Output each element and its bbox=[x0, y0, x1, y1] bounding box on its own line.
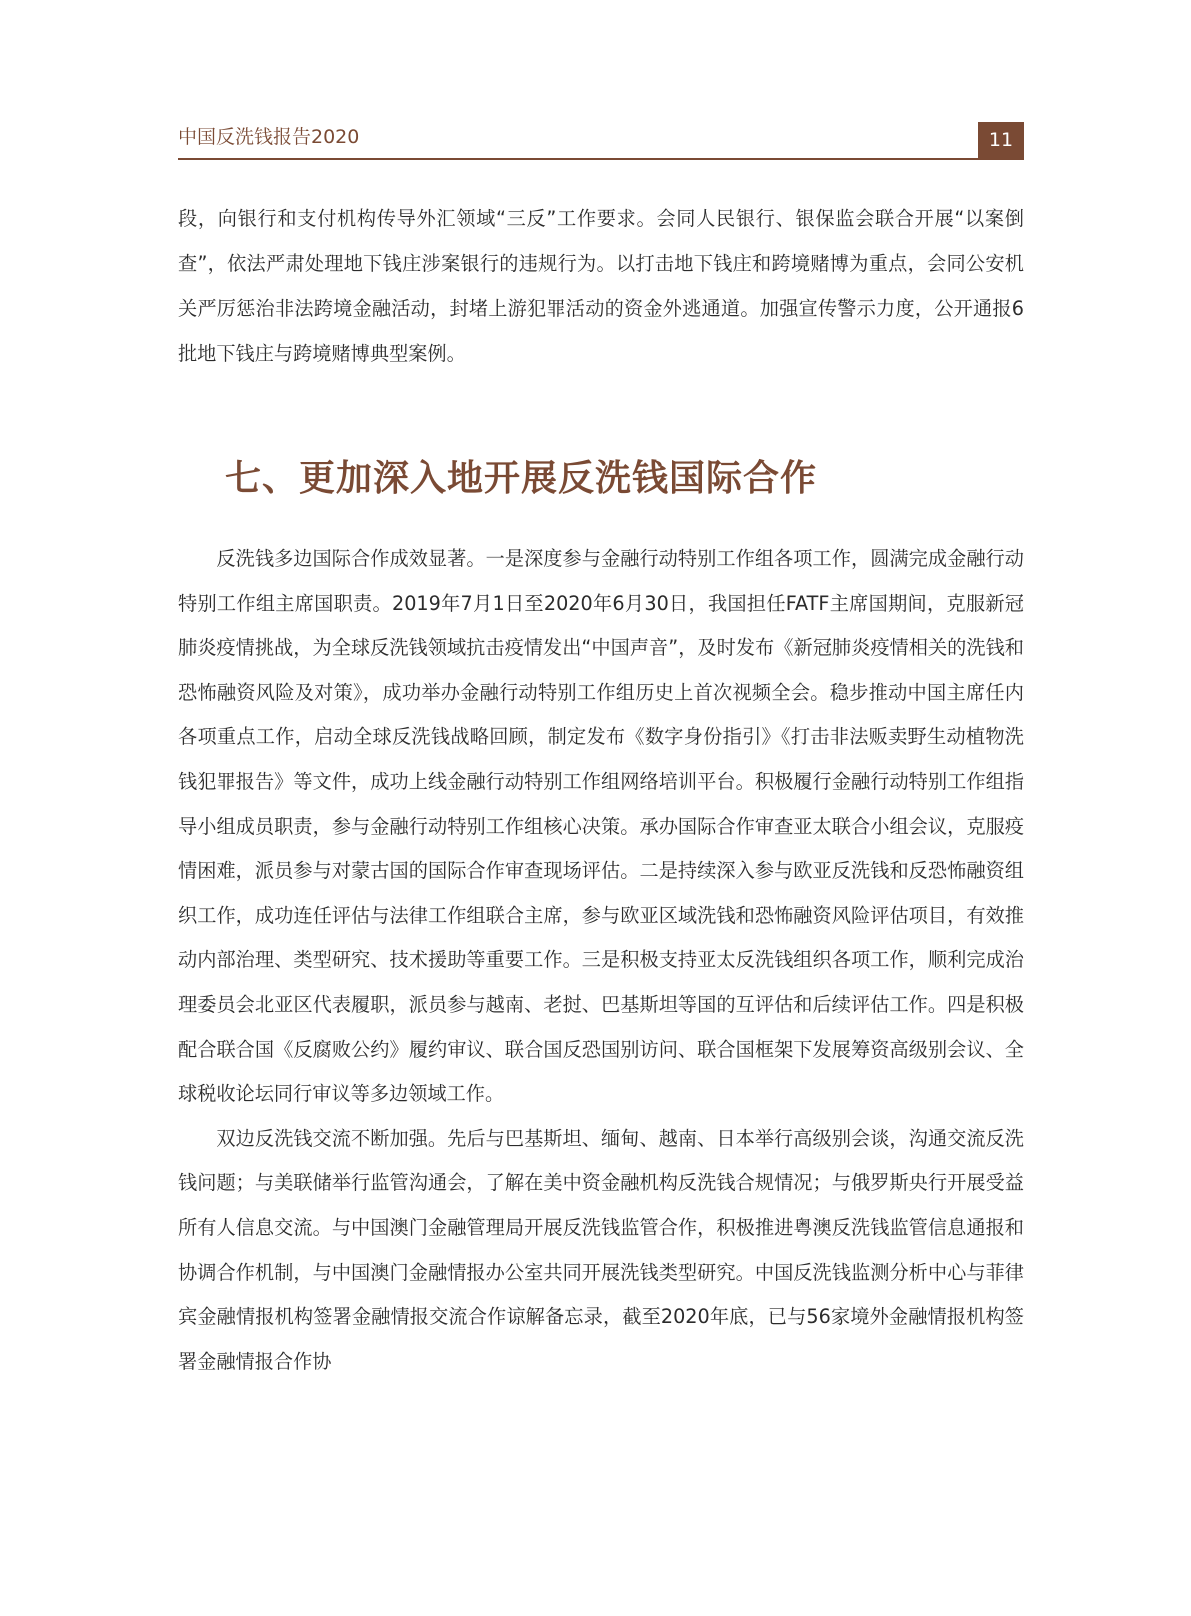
page-number: 11 bbox=[978, 122, 1024, 158]
running-title: 中国反洗钱报告2020 bbox=[178, 126, 360, 148]
page-header bbox=[178, 122, 1024, 160]
continued-paragraph: 段，向银行和支付机构传导外汇领域“三反”工作要求。会同人民银行、银保监会联合开展“以案倒查”，依法严肃处理地下钱庄涉案银行的违规行为。以打击地下钱庄和跨境赌博为重点，会同公安机关严厉惩治非法跨境金融活动，封堵上游犯罪活动的资金外逃通道。加强宣传警示力度，公开通报6批地下钱庄与跨境赌博典型案例。 bbox=[178, 207, 1024, 365]
paragraph-multilateral: 反洗钱多边国际合作成效显著。一是深度参与金融行动特别工作组各项工作，圆满完成金融行动特别工作组主席国职责。2019年7月1日至2020年6月30日，我国担任FATF主席国期间，克服新冠肺炎疫情挑战，为全球反洗钱领域抗击疫情发出“中国声音”，及时发布《新冠肺炎疫情相关的洗钱和恐怖融资风险及对策》，成功举办金融行动特别工作组历史上首次视频全会。稳步推动中国主席任内各项重点工作，启动全球反洗钱战略回顾，制定发布《数字身份指引》《打击非法贩卖野生动植物洗钱犯罪报告》等文件，成功上线金融行动特别工作组网络培训平台。积极履行金融行动特别工作组指导小组成员职责，参与金融行动特别工作组核心决策。承办国际合作审查亚太联合小组会议，克服疫情困难，派员参与对蒙古国的国际合作审查现场评估。二是持续深入参与欧亚反洗钱和反恐怖融资组织工作，成功连任评估与法律工作组联合主席，参与欧亚区域洗钱和恐怖融资风险评估项目，有效推动内部治理、类型研究、技术援助等重要工作。三是积极支持亚太反洗钱组织各项工作，顺利完成治理委员会北亚区代表履职，派员参与越南、老挝、巴基斯坦等国的互评估和后续评估工作。四是积极配合联合国《反腐败公约》履约审议、联合国反恐国别访问、联合国框架下发展筹资高级别会议、全球税收论坛同行审议等多边领域工作。 bbox=[178, 547, 1024, 1106]
section-heading: 七、更加深入地开展反洗钱国际合作 bbox=[225, 457, 818, 499]
section-body bbox=[178, 537, 1024, 1384]
paragraph-bilateral: 双边反洗钱交流不断加强。先后与巴基斯坦、缅甸、越南、日本举行高级别会谈，沟通交流反洗钱问题；与美联储举行监管沟通会，了解在美中资金融机构反洗钱合规情况；与俄罗斯央行开展受益所有人信息交流。与中国澳门金融管理局开展反洗钱监管合作，积极推进粤澳反洗钱监管信息通报和协调合作机制，与中国澳门金融情报办公室共同开展洗钱类型研究。中国反洗钱监测分析中心与菲律宾金融情报机构签署金融情报交流合作谅解备忘录，截至2020年底，已与56家境外金融情报机构签署金融情报合作协 bbox=[178, 1126, 1024, 1373]
